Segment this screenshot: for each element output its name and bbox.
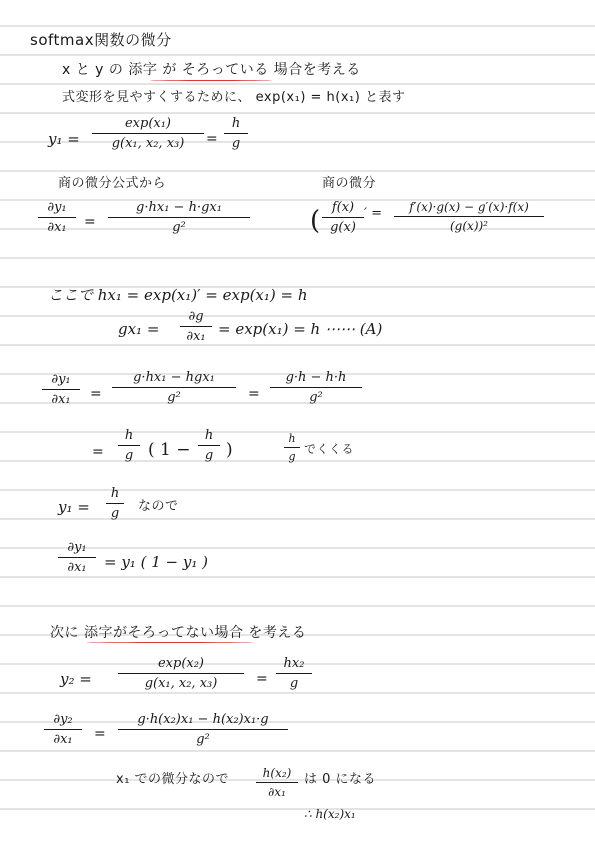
final-fraction [256,766,298,799]
eq6-lhs-numerator: ∂y₁ [58,540,96,558]
eq4-numerator: h [118,428,140,446]
eq1-equals: = [206,131,218,147]
eq5-fraction [106,486,124,521]
eq5-numerator: h [106,486,124,504]
gx-lhs: gx₁ = [118,320,160,338]
intro-line-1: x と y の 添字 が そろっている 場合を考える [62,62,361,78]
eq2-lhs-numerator: ∂y₁ [38,200,76,218]
eq8-equals: = [94,726,106,742]
final-sub: ∴ h(x₂)x₁ [304,807,356,821]
eq3-denominator-2: g² [309,390,323,405]
eq7-numerator: exp(x₂) [118,656,244,674]
final-numerator: h(x₂) [256,766,298,783]
eq3-fraction [112,370,236,405]
eq7-denominator: g(x₁, x₂, x₃) [144,676,218,691]
eq8-fraction [118,712,288,747]
rule-lhs-numerator: f(x) [322,200,364,218]
eq2-numerator: g·hx₁ − h·gx₁ [108,200,250,218]
eq5-lhs: y₁ = [58,498,90,516]
red-underline-1 [150,80,272,81]
eq3-denominator: g² [167,390,181,405]
red-underline-2 [86,642,254,643]
eq1-fraction [92,116,204,151]
eq8-numerator: g·h(x₂)x₁ − h(x₂)x₁·g [118,712,288,730]
eq2-denominator: g² [172,220,186,235]
eq3-fraction-2 [270,370,362,405]
eq7-numerator-2: hx₂ [276,656,312,674]
gx-fraction [180,309,212,344]
eq4-note-numerator: h [284,432,300,448]
eq3-equals: = [90,386,102,402]
rule-fraction [394,200,544,233]
intro-line-2: 式変形を見やすくするために、 exp(x₁) = h(x₁) と表す [62,90,406,105]
eq8-lhs-denominator: ∂x₁ [53,732,73,747]
eq4-denominator-2: g [204,448,214,463]
rule-prime: ′ = [364,206,382,221]
eq4-denominator: g [124,448,134,463]
eq7-equals: = [256,671,268,687]
eq2-equals: = [84,214,96,230]
gx-denominator: ∂x₁ [186,329,206,344]
here-line: ここで hx₁ = exp(x₁)′ = exp(x₁) = h [48,286,308,304]
eq3-equals-2: = [248,386,260,402]
eq2-fraction [108,200,250,235]
eq7-lhs: y₂ = [60,670,92,688]
eq3-lhs-denominator: ∂x₁ [51,392,71,407]
rule-denominator: (g(x))² [450,219,488,233]
eq7-fraction [118,656,244,691]
next-line: 次に 添字がそろってない場合 を考える [50,625,307,641]
eq1-lhs: y₁ = [48,130,80,148]
eq3-lhs-numerator: ∂y₁ [42,372,80,390]
rule-lhs-denominator: g(x) [330,220,356,235]
final-line: x₁ での微分なので [116,772,230,787]
eq6-rhs: = y₁ ( 1 − y₁ ) [104,553,208,571]
eq1-fraction-2 [224,116,248,151]
eq4-note-fraction [284,432,300,463]
eq4-numerator-2: h [198,428,220,446]
eq1-denominator: g(x₁, x₂, x₃) [111,136,185,151]
eq6-lhs-fraction [58,540,96,575]
eq4-fraction [118,428,140,463]
eq2-lhs-denominator: ∂x₁ [47,220,67,235]
eq5-denominator: g [110,506,120,521]
rule-open-paren: ( [310,206,321,236]
gx-rhs: = exp(x₁) = h ⋯⋯ (A) [218,320,383,338]
final-text: は 0 になる [304,772,377,787]
rule-numerator: f′(x)·g(x) − g′(x)·f(x) [394,200,544,217]
eq1-denominator-2: g [231,136,241,151]
quotient-rule-label: 商の微分公式から [58,176,167,191]
gx-numerator: ∂g [180,309,212,327]
eq4-note-text: でくくる [304,442,355,456]
eq3-lhs-fraction [42,372,80,407]
page-title: softmax関数の微分 [30,31,172,49]
eq4-open: ( 1 − [148,440,191,460]
eq7-fraction-2 [276,656,312,691]
eq3-numerator-2: g·h − h·h [270,370,362,388]
eq5-text: なので [138,499,179,514]
eq6-lhs-denominator: ∂x₁ [67,560,87,575]
quotient-label: 商の微分 [322,176,377,191]
eq7-denominator-2: g [289,676,299,691]
eq8-lhs-fraction [44,712,82,747]
eq2-lhs-fraction [38,200,76,235]
eq4-close: ) [226,440,233,460]
eq3-numerator: g·hx₁ − hgx₁ [112,370,236,388]
eq4-fraction-2 [198,428,220,463]
rule-lhs-fraction [322,200,364,235]
eq1-numerator: exp(x₁) [92,116,204,134]
eq8-lhs-numerator: ∂y₂ [44,712,82,730]
eq8-denominator: g² [196,732,210,747]
eq4-equals: = [92,444,104,460]
eq1-numerator-2: h [224,116,248,134]
eq4-note-denominator: g [288,450,296,463]
final-denominator: ∂x₁ [268,785,286,799]
